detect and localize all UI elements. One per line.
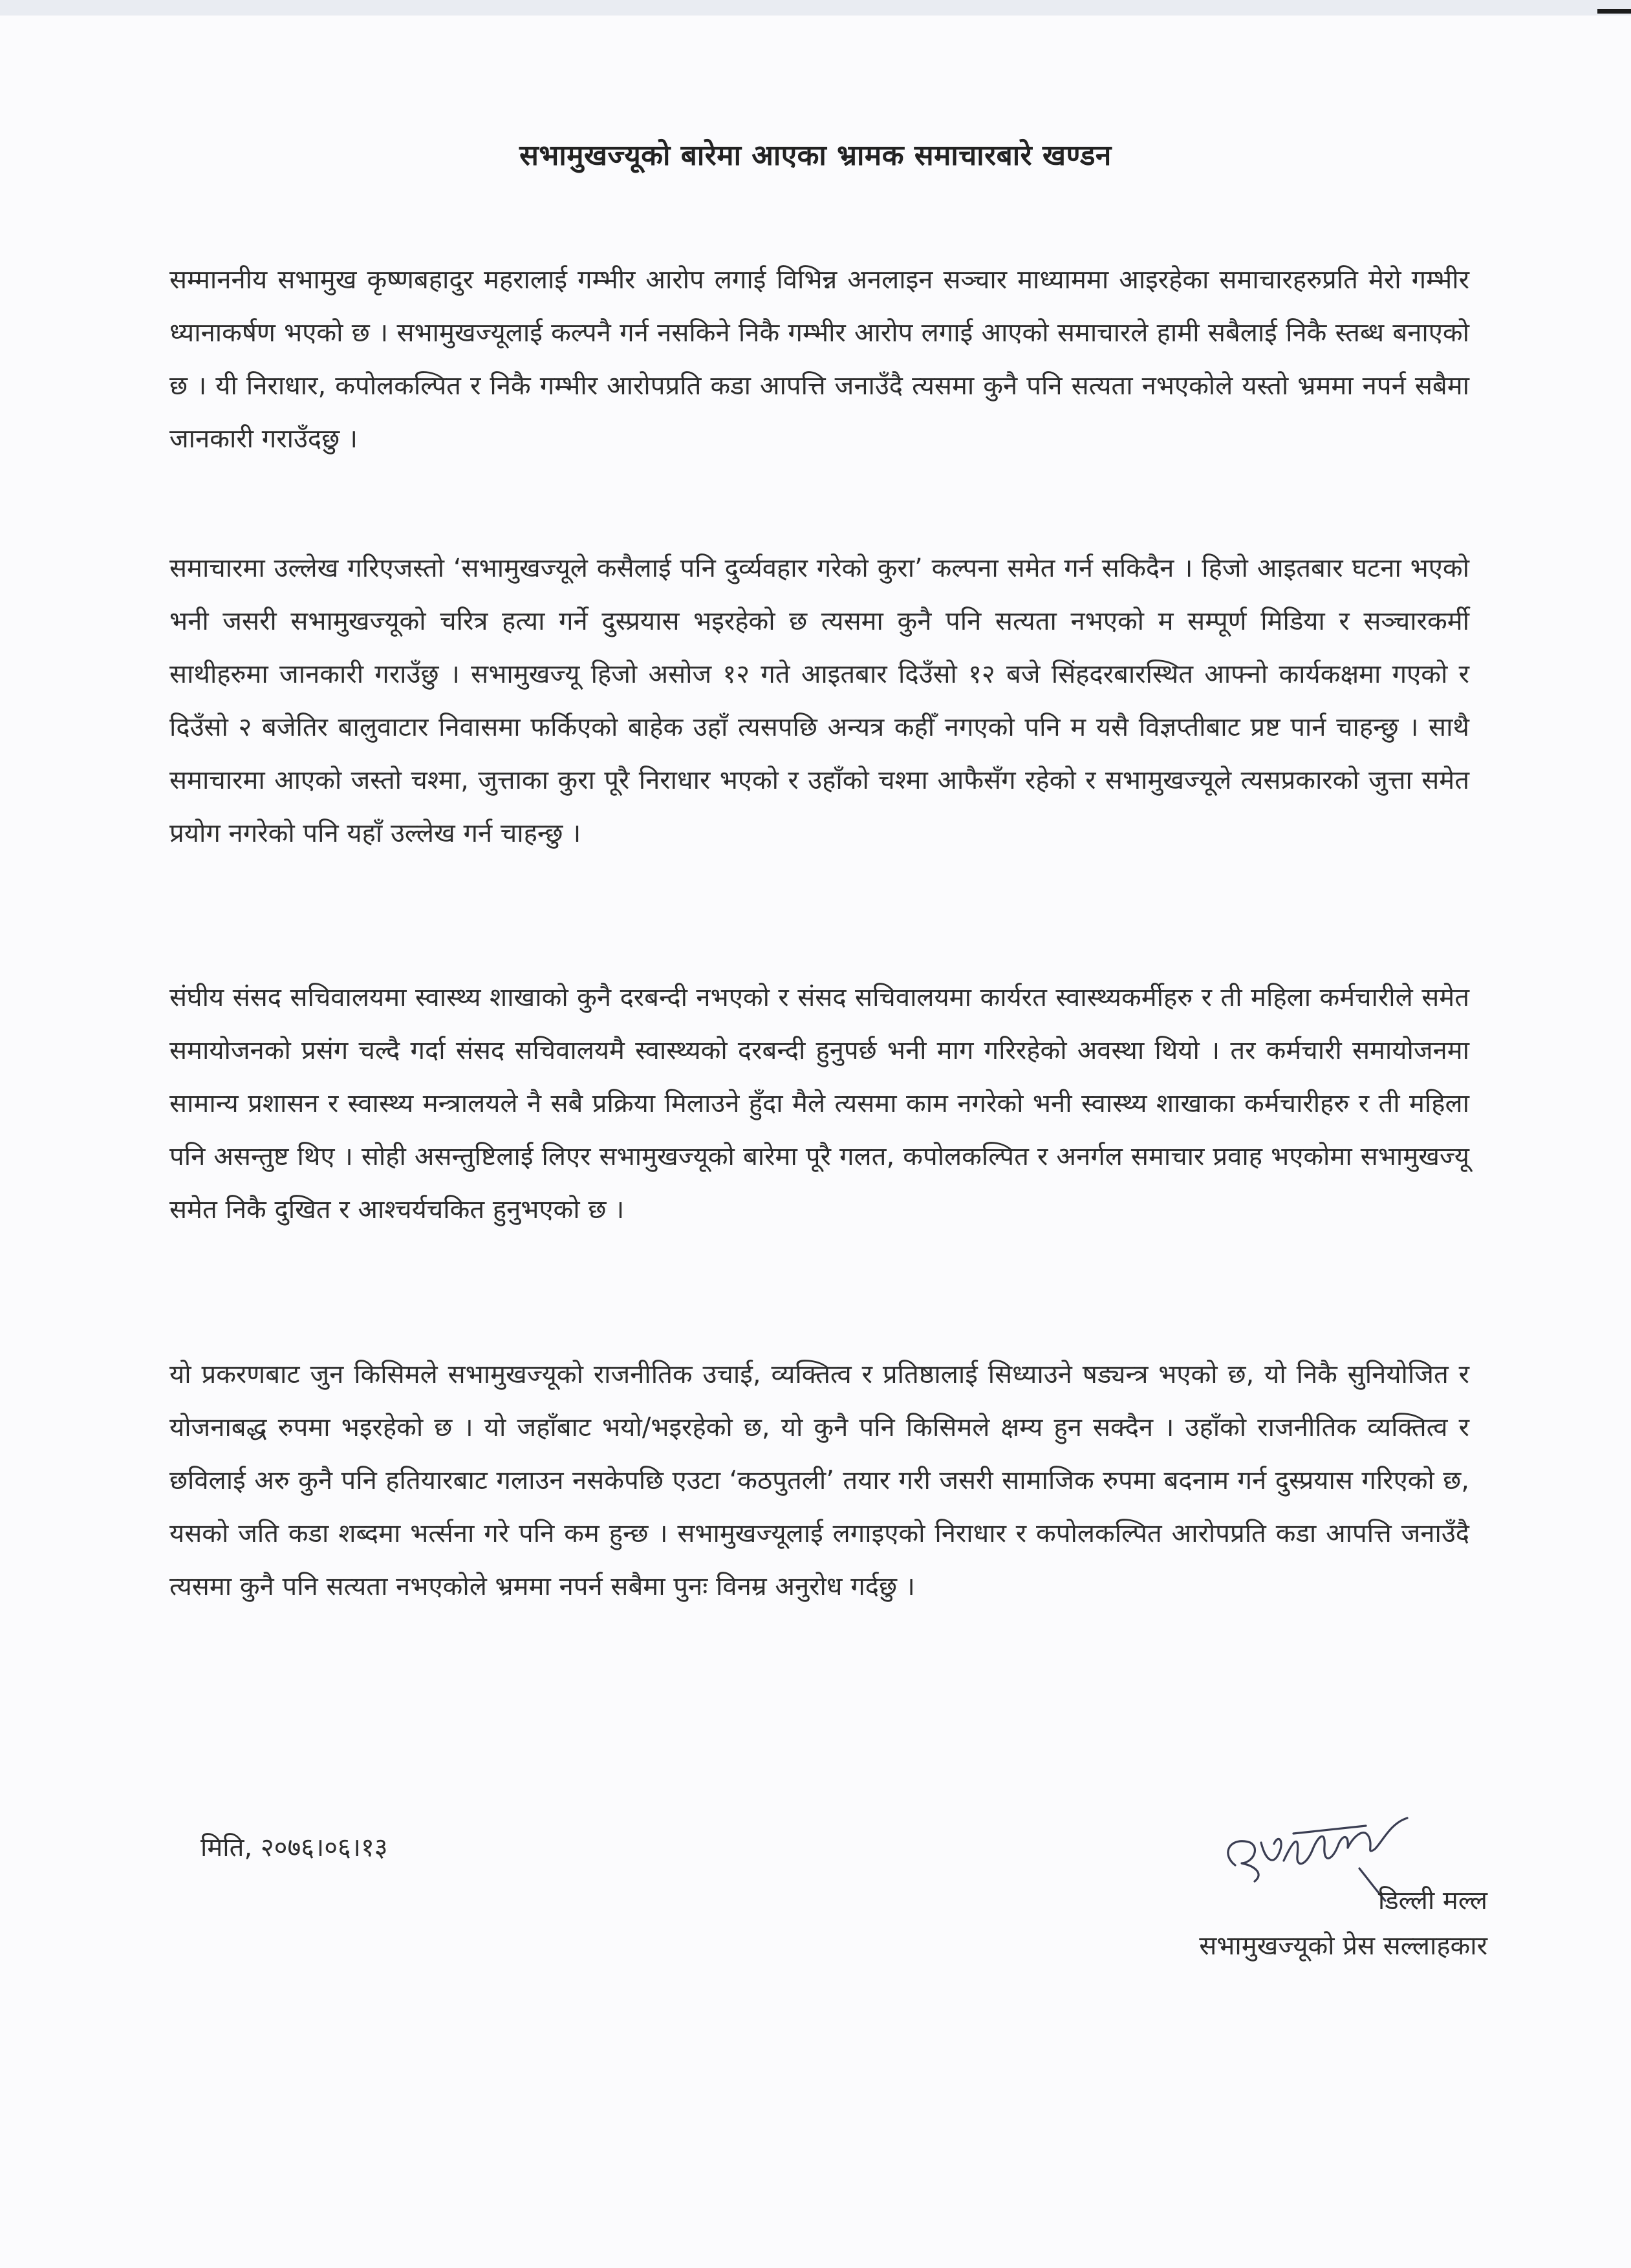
paragraph: सम्माननीय सभामुख कृष्णबहादुर महरालाई गम्भीर आरोप लगाई विभिन्न अनलाइन सञ्चार माध्याममा आइरहेका समाचारहरुप्रति मेरो गम्भीर ध्यानाकर्षण भएको छ । सभामुखज्यूलाई कल्पनै गर्न नसकिने निकै गम्भीर आरोप लगाई आएको समाचारले हामी सबैलाई निकै स्तब्ध बनाएको छ । यी निराधार, कपोलकल्पित र निकै गम्भीर आरोपप्रति कडा आपत्ति जनाउँदै त्यसमा कुनै पनि सत्यता नभएकोले यस्तो भ्रममा नपर्न सबैमा जानकारी गराउँदछु । [169,265,1470,454]
paragraph: समाचारमा उल्लेख गरिएजस्तो ‘सभामुखज्यूले कसैलाई पनि दुर्व्यवहार गरेको कुरा’ कल्पना समेत गर्न सकिदैन । हिजो आइतबार घटना भएको भनी जसरी सभामुखज्यूको चरित्र हत्या गर्ने दुस्प्रयास भइरहेको छ त्यसमा कुनै पनि सत्यता नभएको म सम्पूर्ण मिडिया र सञ्चारकर्मी साथीहरुमा जानकारी गराउँछु । सभामुखज्यू हिजो असोज १२ गते आइतबार दिउँसो १२ बजे सिंहदरबारस्थित आफ्नो कार्यकक्षमा गएको र दिउँसो २ बजेतिर बालुवाटार निवासमा फर्किएको बाहेक उहाँ त्यसपछि अन्यत्र कहीँ नगएको पनि म यसै विज्ञप्तीबाट प्रष्ट पार्न चाहन्छु । साथै समाचारमा आएको जस्तो चश्मा, जुत्ताका कुरा पूरै निराधार भएको र उहाँको चश्मा आफैसँग रहेको र सभामुखज्यूले त्यसप्रकारको जुत्ता समेत प्रयोग नगरेको पनि यहाँ उल्लेख गर्न चाहन्छु । [169,553,1469,848]
signer-title: सभामुखज्यूको प्रेस सल्लाहकार [1199,1931,1487,1961]
signer-name: डिल्ली मल्ल [1377,1886,1487,1916]
paragraph: यो प्रकरणबाट जुन किसिमले सभामुखज्यूको राजनीतिक उचाई, व्यक्तित्व र प्रतिष्ठालाई सिध्याउने षड्यन्त्र भएको छ, यो निकै सुनियोजित र योजनाबद्ध रुपमा भइरहेको छ । यो जहाँबाट भयो/भइरहेको छ, यो कुनै पनि किसिमले क्षम्य हुन सक्दैन । उहाँको राजनीतिक व्यक्तित्व र छविलाई अरु कुनै पनि हतियारबाट गलाउन नसकेपछि एउटा ‘कठपुतली’ तयार गरी जसरी सामाजिक रुपमा बदनाम गर्न दुस्प्रयास गरिएको छ, यसको जति कडा शब्दमा भर्त्सना गरे पनि कम हुन्छ । सभामुखज्यूलाई लगाइएको निराधार र कपोलकल्पित आरोपप्रति कडा आपत्ति जनाउँदै त्यसमा कुनै पनि सत्यता नभएकोले भ्रममा नपर्न सबैमा पुनः विनम्र अनुरोध गर्दछु । [169,1360,1469,1601]
paragraph: संघीय संसद सचिवालयमा स्वास्थ्य शाखाको कुनै दरबन्दी नभएको र संसद सचिवालयमा कार्यरत स्वास्थ्यकर्मीहरु र ती महिला कर्मचारीले समेत समायोजनको प्रसंग चल्दै गर्दा संसद सचिवालयमै स्वास्थ्यको दरबन्दी हुनुपर्छ भनी माग गरिरहेको अवस्था थियो । तर कर्मचारी समायोजनमा सामान्य प्रशासन र स्वास्थ्य मन्त्रालयले नै सबै प्रक्रिया मिलाउने हुँदा मैले त्यसमा काम नगरेको भनी स्वास्थ्य शाखाका कर्मचारीहरु र ती महिला पनि असन्तुष्ट थिए । सोही असन्तुष्टिलाई लिएर सभामुखज्यूको बारेमा पूरै गलत, कपोलकल्पित र अनर्गल समाचार प्रवाह भएकोमा सभामुखज्यू समेत निकै दुखित र आश्चर्यचकित हुनुभएको छ । [169,983,1469,1225]
scan-edge [0,0,1631,16]
date-line: मिति, २०७६।०६।१३ [200,1833,388,1863]
scan-mark [1597,9,1631,14]
document-title: सभामुखज्यूको बारेमा आएका भ्रामक समाचारबारे खण्डन [519,139,1112,172]
